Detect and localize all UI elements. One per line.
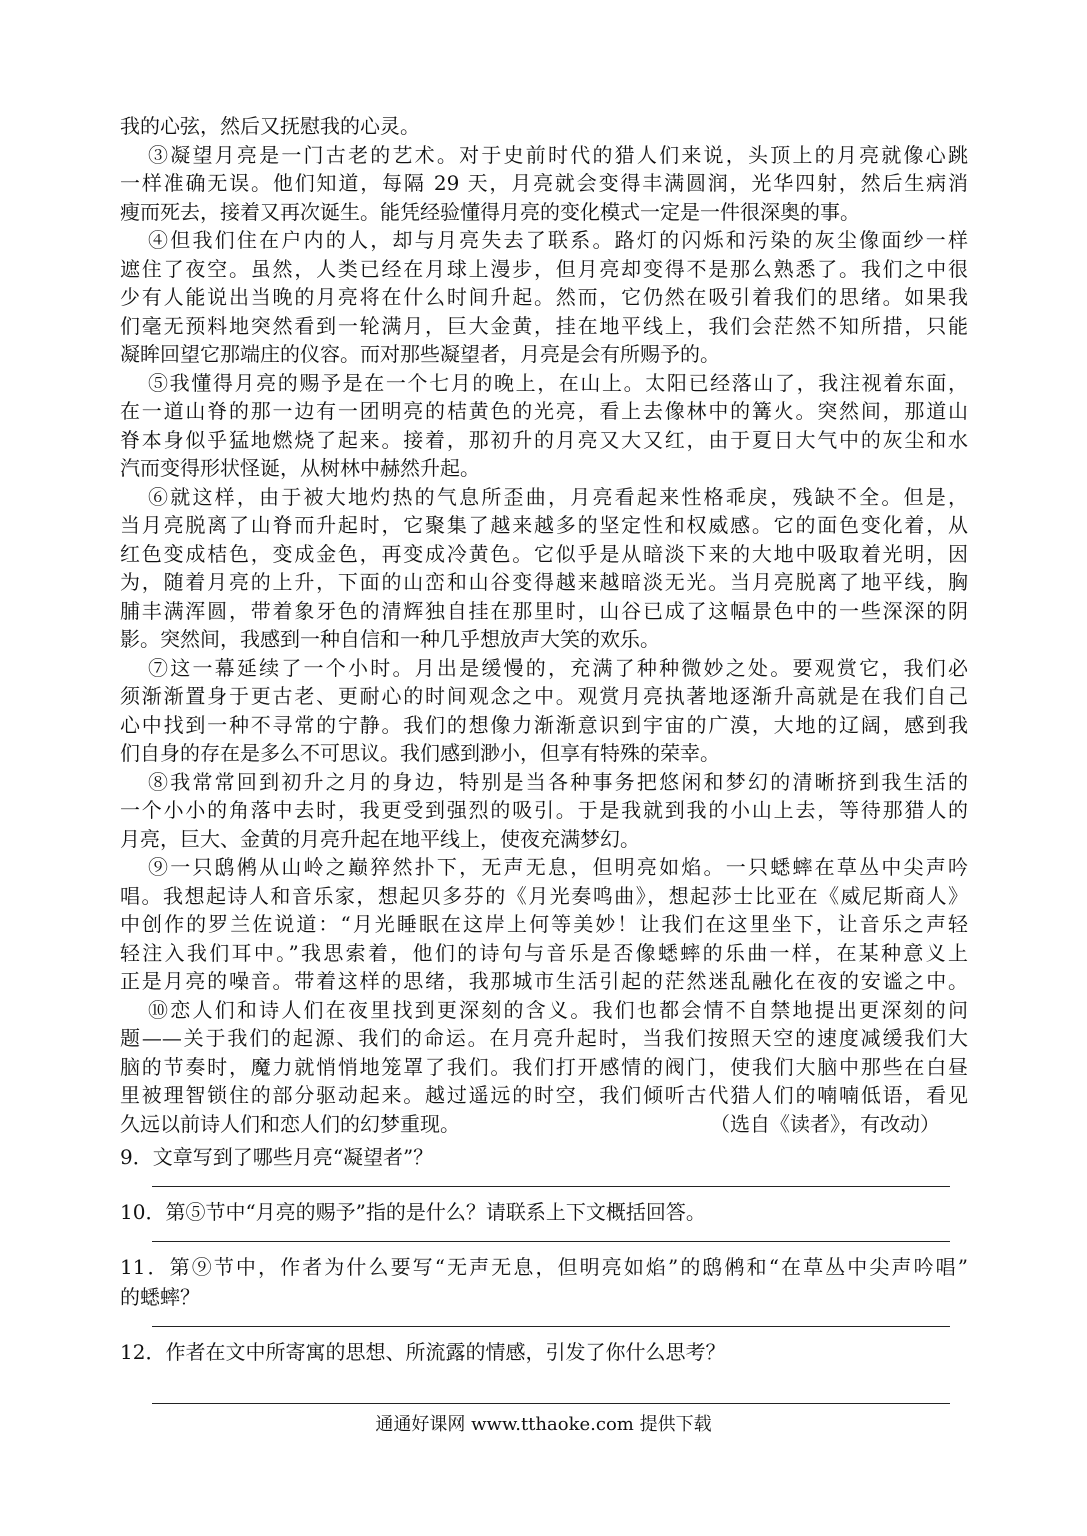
question-text: 9．文章写到了哪些月亮“凝望者”？ — [120, 1145, 434, 1169]
passage-line: 题——关于我们的起源、我们的命运。在月亮升起时，当我们按照天空的速度减缓我们大 — [120, 1026, 968, 1050]
question-text: 12．作者在文中所寄寓的思想、所流露的情感，引发了你什么思考？ — [120, 1340, 726, 1364]
question-text: 的蟋蟀？ — [120, 1285, 200, 1309]
passage-line: 心中找到一种不寻常的宁静。我们的想像力渐渐意识到宇宙的广漠，大地的辽阔，感到我 — [120, 712, 968, 737]
answer-blank-line[interactable] — [152, 1367, 950, 1404]
passage-line: 正是月亮的噪音。带着这样的思绪，我那城市生活引起的茫然迷乱融化在夜的安谧之中。 — [120, 969, 968, 993]
passage-line: 一样准确无误。他们知道，每隔 29 天，月亮就会变得丰满圆润，光华四射，然后生病消 — [120, 171, 968, 195]
passage-line: ⑤我懂得月亮的赐予是在一个七月的晚上，在山上。太阳已经落山了，我注视着东面， — [148, 370, 968, 395]
passage-line: 脊本身似乎猛地燃烧了起来。接着，那初升的月亮又大又红，由于夏日大气中的灰尘和水 — [120, 427, 968, 452]
question-item — [120, 1142, 968, 1187]
passage-line: 须渐渐置身于更古老、更耐心的时间观念之中。观赏月亮执著地逐渐升高就是在我们自己 — [120, 684, 968, 708]
passage — [120, 112, 968, 1110]
passage-line: ⑨一只鸱鸺从山岭之巅猝然扑下，无声无息，但明亮如焰。一只蟋蟀在草丛中尖声吟 — [148, 855, 968, 879]
question-item — [120, 1252, 968, 1327]
passage-line: 影。突然间，我感到一种自信和一种几乎想放声大笑的欢乐。 — [120, 627, 660, 651]
passage-line: 为，随着月亮的上升，下面的山峦和山谷变得越来越暗淡无光。当月亮脱离了地平线，胸 — [120, 570, 968, 594]
answer-blank-line[interactable] — [152, 1227, 950, 1242]
passage-line: 在一道山脊的那一边有一团明亮的桔黄色的光亮，看上去像林中的篝火。突然间，那道山 — [120, 399, 968, 423]
passage-final-line: 久远以前诗人们和恋人们的幻梦重现。 — [120, 1111, 460, 1136]
passage-line: 月亮，巨大、金黄的月亮升起在地平线上，使夜充满梦幻。 — [120, 826, 640, 851]
passage-line: 凝眸回望它那端庄的仪容。而对那些凝望者，月亮是会有所赐予的。 — [120, 342, 720, 366]
passage-line: 汽而变得形状怪诞，从树林中赫然升起。 — [120, 456, 480, 480]
question-text: 10．第⑤节中“月亮的赐予”指的是什么？请联系上下文概括回答。 — [120, 1200, 706, 1224]
source-line — [120, 1110, 968, 1139]
question-item — [120, 1197, 968, 1242]
passage-line: 们自身的存在是多么不可思议。我们感到渺小，但享有特殊的荣幸。 — [120, 741, 720, 765]
passage-line: 少有人能说出当晚的月亮将在什么时间升起。然而，它仍然在吸引着我们的思绪。如果我 — [120, 285, 968, 309]
questions-section — [120, 1142, 968, 1404]
question-item — [120, 1337, 968, 1404]
passage-line: 我的心弦，然后又抚慰我的心灵。 — [120, 114, 420, 138]
passage-line: ⑧我常常回到初升之月的身边，特别是当各种事务把悠闲和梦幻的清晰挤到我生活的 — [148, 769, 968, 794]
passage-line: 脑的节奏时，魔力就悄悄地笼罩了我们。我们打开感情的阀门，使我们大脑中那些在白昼 — [120, 1054, 968, 1079]
passage-line: ⑩恋人们和诗人们在夜里找到更深刻的含义。我们也都会情不自禁地提出更深刻的问 — [148, 997, 968, 1022]
answer-blank-line[interactable] — [152, 1312, 950, 1327]
passage-line: 当月亮脱离了山脊而升起时，它聚集了越来越多的坚定性和权威感。它的面色变化着，从 — [120, 513, 968, 537]
passage-line: ④但我们住在户内的人，却与月亮失去了联系。路灯的闪烁和污染的灰尘像面纱一样 — [148, 228, 968, 252]
document-page — [120, 112, 968, 1404]
passage-line: 们毫无预料地突然看到一轮满月，巨大金黄，挂在地平线上，我们会茫然不知所措，只能 — [120, 313, 968, 338]
passage-line: 中创作的罗兰佐说道：“月光睡眠在这岸上何等美妙！让我们在这里坐下，让音乐之声轻 — [120, 912, 968, 936]
answer-blank-line[interactable] — [152, 1172, 950, 1187]
passage-line: 唱。我想起诗人和音乐家，想起贝多芬的《月光奏鸣曲》，想起莎士比亚在《威尼斯商人》 — [120, 883, 968, 908]
passage-line: 脯丰满浑圆，带着象牙色的清辉独自挂在那里时，山谷已成了这幅景色中的一些深深的阴 — [120, 598, 968, 623]
passage-line: 一个小小的角落中去时，我更受到强烈的吸引。于是我就到我的小山上去，等待那猎人的 — [120, 798, 968, 822]
passage-line: 瘦而死去，接着又再次诞生。能凭经验懂得月亮的变化模式一定是一件很深奥的事。 — [120, 199, 860, 224]
passage-line: 轻注入我们耳中。”我思索着，他们的诗句与音乐是否像蟋蟀的乐曲一样，在某种意义上 — [120, 940, 968, 965]
source-citation: （选自《读者》，有改动） — [710, 1111, 940, 1136]
question-text: 11．第⑨节中，作者为什么要写“无声无息，但明亮如焰”的鸱鸺和“在草丛中尖声吟唱” — [120, 1255, 968, 1279]
passage-line: 遮住了夜空。虽然，人类已经在月球上漫步，但月亮却变得不是那么熟悉了。我们之中很 — [120, 256, 968, 281]
passage-line: 里被理智锁住的部分驱动起来。越过遥远的时空，我们倾听古代猎人们的喃喃低语，看见 — [120, 1083, 968, 1107]
passage-line: ⑥就这样，由于被大地灼热的气息所歪曲，月亮看起来性格乖戾，残缺不全。但是， — [148, 484, 968, 509]
footer-text: 通通好课网 www.tthaoke.com 提供下载 — [375, 1414, 712, 1435]
passage-line: ⑦这一幕延续了一个小时。月出是缓慢的，充满了种种微妙之处。要观赏它，我们必 — [148, 655, 968, 680]
passage-line: 红色变成桔色，变成金色，再变成冷黄色。它似乎是从暗淡下来的大地中吸取着光明，因 — [120, 541, 968, 566]
passage-line: ③凝望月亮是一门古老的艺术。对于史前时代的猎人们来说，头顶上的月亮就像心跳 — [148, 142, 968, 167]
